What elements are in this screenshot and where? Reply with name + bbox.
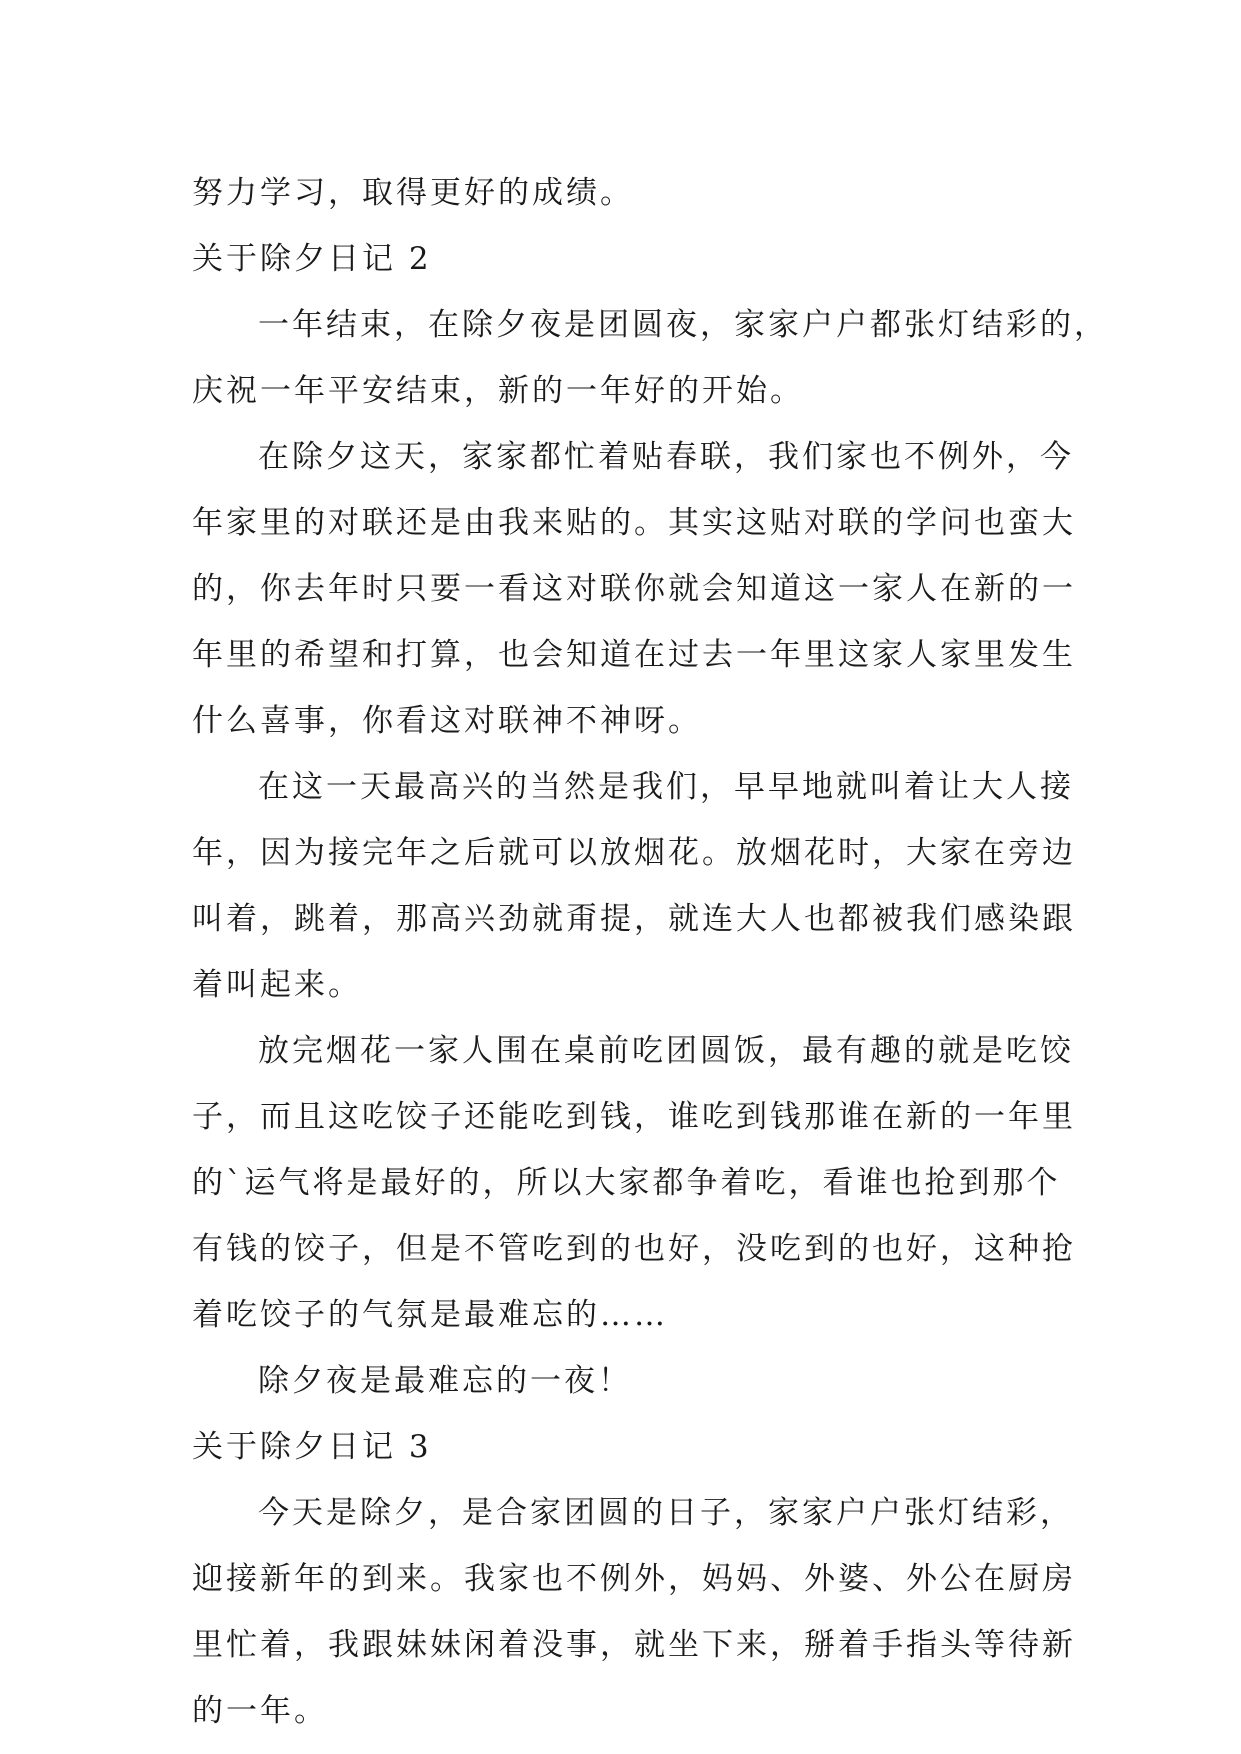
text-line: 今天是除夕，是合家团圆的日子，家家户户张灯结彩， [258, 1495, 1074, 1531]
text-line: 除夕夜是最难忘的一夜！ [258, 1363, 632, 1399]
text-line: 年，因为接完年之后就可以放烟花。放烟花时，大家在旁边 [192, 835, 1076, 871]
text-line: 迎接新年的到来。我家也不例外，妈妈、外婆、外公在厨房 [192, 1561, 1076, 1597]
text-line: 的`运气将是最好的，所以大家都争着吃，看谁也抢到那个 [192, 1165, 1061, 1201]
text-line: 在除夕这天，家家都忙着贴春联，我们家也不例外，今 [258, 439, 1074, 475]
text-line: 在这一天最高兴的当然是我们，早早地就叫着让大人接 [258, 769, 1074, 805]
text-line: 年里的希望和打算，也会知道在过去一年里这家人家里发生 [192, 637, 1076, 673]
text-line: 的一年。 [192, 1693, 328, 1729]
document-page [192, 160, 1108, 1744]
text-line: 年家里的对联还是由我来贴的。其实这贴对联的学问也蛮大 [192, 505, 1076, 541]
text-line: 着吃饺子的气氛是最难忘的…… [192, 1297, 668, 1333]
text-line: 子，而且这吃饺子还能吃到钱，谁吃到钱那谁在新的一年里 [192, 1099, 1076, 1135]
diary-heading: 关于除夕日记 2 [192, 241, 432, 277]
diary-heading: 关于除夕日记 3 [192, 1429, 432, 1465]
text-line: 叫着，跳着，那高兴劲就甭提，就连大人也都被我们感染跟 [192, 901, 1076, 937]
text-line: 着叫起来。 [192, 967, 362, 1003]
text-line: 放完烟花一家人围在桌前吃团圆饭，最有趣的就是吃饺 [258, 1033, 1074, 1069]
text-line: 努力学习，取得更好的成绩。 [192, 175, 634, 211]
text-line: 里忙着，我跟妹妹闲着没事，就坐下来，掰着手指头等待新 [192, 1627, 1076, 1663]
text-line: 有钱的饺子，但是不管吃到的也好，没吃到的也好，这种抢 [192, 1231, 1076, 1267]
text-line: 一年结束，在除夕夜是团圆夜，家家户户都张灯结彩的， [258, 307, 1108, 343]
text-line: 的，你去年时只要一看这对联你就会知道这一家人在新的一 [192, 571, 1076, 607]
text-line: 庆祝一年平安结束，新的一年好的开始。 [192, 373, 804, 409]
text-line: 什么喜事，你看这对联神不神呀。 [192, 703, 702, 739]
